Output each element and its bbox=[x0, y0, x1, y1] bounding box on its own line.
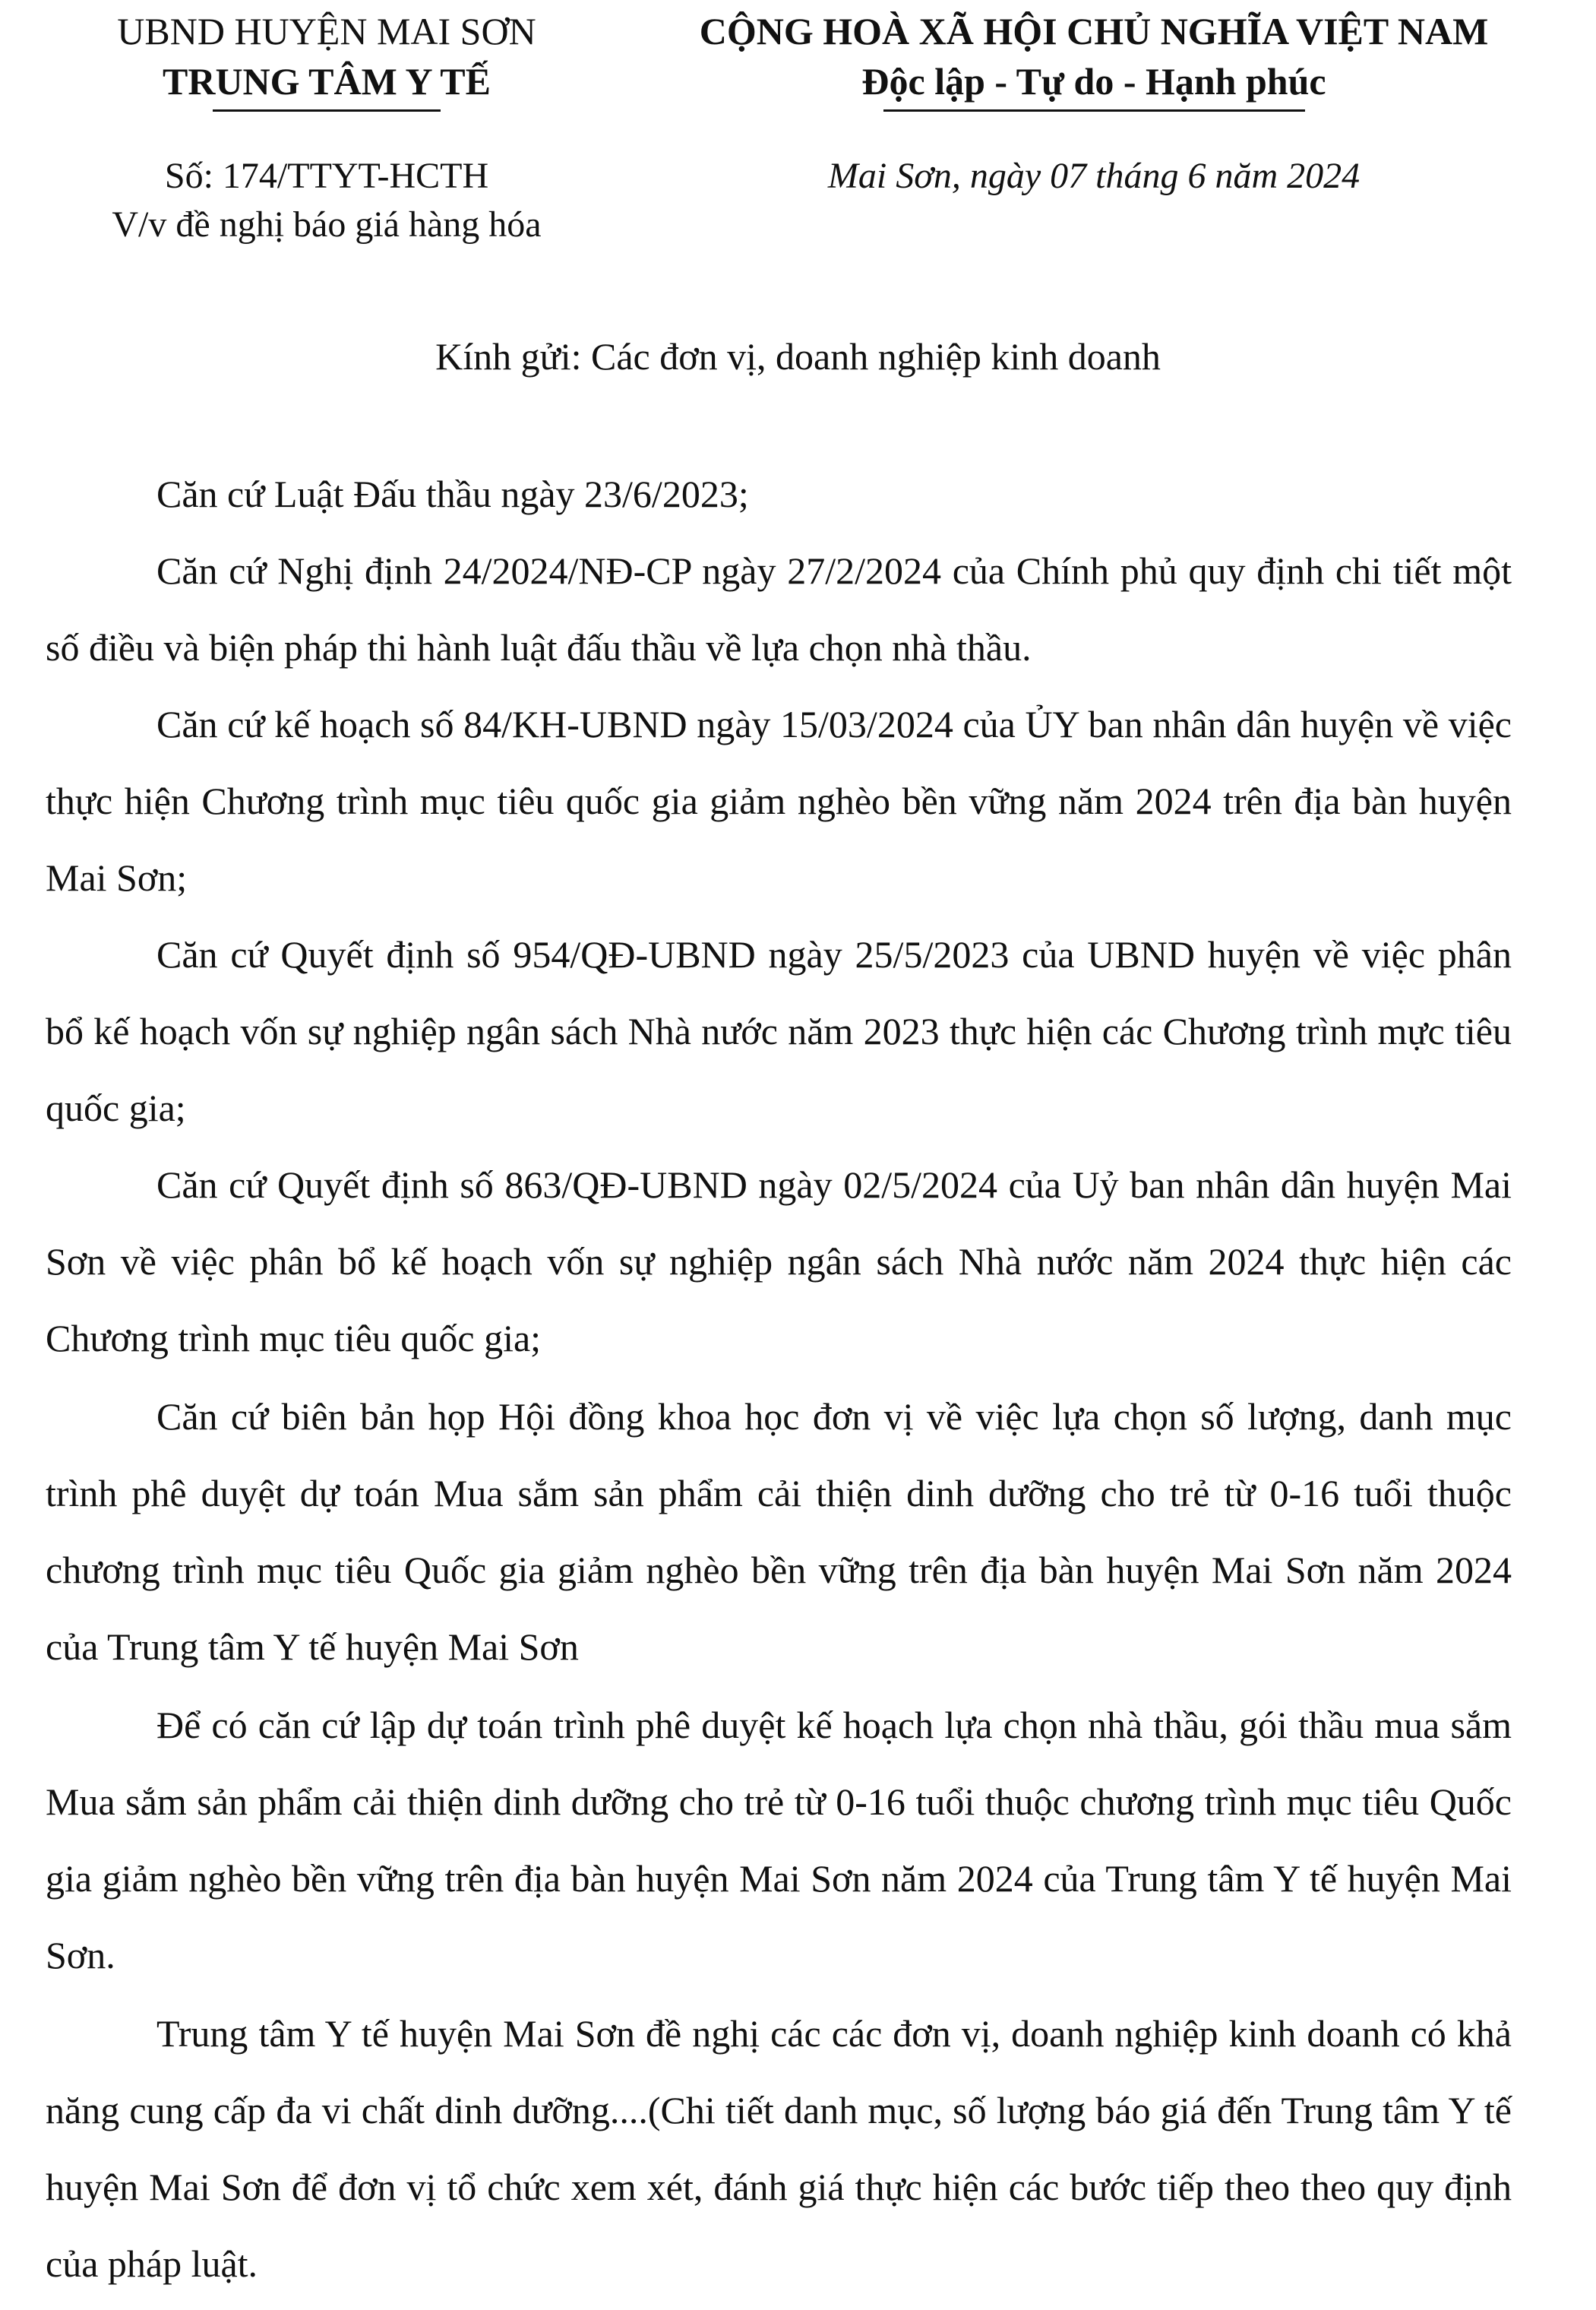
issuer-block bbox=[61, 6, 593, 112]
body-paragraph: Căn cứ Quyết định số 954/QĐ-UBND ngày 25/5/2023 của UBND huyện về việc phân bổ kế hoạch vốn sự nghiệp ngân sách Nhà nước năm 2023 thực hiện các Chương trình mực tiêu quốc gia; bbox=[46, 933, 1512, 1129]
document-body bbox=[46, 456, 1512, 2302]
issuing-unit: TRUNG TÂM Y TẾ bbox=[162, 60, 491, 103]
national-heading-block bbox=[608, 6, 1580, 112]
recipient-line: Kính gửi: Các đơn vị, doanh nghiệp kinh doanh bbox=[435, 335, 1161, 378]
body-paragraph: Căn cứ biên bản họp Hội đồng khoa học đơn vị về việc lựa chọn số lượng, danh mục trình phê duyệt dự toán Mua sắm sản phẩm cải thiện dinh dưỡng cho trẻ từ 0-16 tuổi thuộc chương trình mục tiêu Quốc gia giảm nghèo bền vững trên địa bàn huyện Mai Sơn năm 2024 của Trung tâm Y tế huyện Mai Sơn bbox=[46, 1395, 1512, 1668]
body-paragraph: Căn cứ Luật Đấu thầu ngày 23/6/2023; bbox=[156, 473, 749, 515]
issuing-agency: UBND HUYỆN MAI SƠN bbox=[117, 10, 536, 52]
national-motto: Độc lập - Tự do - Hạnh phúc bbox=[861, 60, 1326, 103]
body-paragraph: Căn cứ Quyết định số 863/QĐ-UBND ngày 02/5/2024 của Uỷ ban nhân dân huyện Mai Sơn về việc phân bổ kế hoạch vốn sự nghiệp ngân sách Nhà nước năm 2024 thực hiện các Chương trình mục tiêu quốc gia; bbox=[46, 1163, 1512, 1359]
body-paragraph: Để có căn cứ lập dự toán trình phê duyệt kế hoạch lựa chọn nhà thầu, gói thầu mua sắm Mua sắm sản phẩm cải thiện dinh dưỡng cho trẻ từ 0-16 tuổi thuộc chương trình mục tiêu Quốc gia giảm nghèo bền vững trên địa bàn huyện Mai Sơn năm 2024 của Trung tâm Y tế huyện Mai Sơn. bbox=[46, 1704, 1512, 1976]
motto-underline bbox=[883, 109, 1305, 112]
body-paragraph: Trung tâm Y tế huyện Mai Sơn đề nghị các các đơn vị, doanh nghiệp kinh doanh có khả năng cung cấp đa vi chất dinh dưỡng....(Chi tiết danh mục, số lượng báo giá đến Trung tâm Y tế huyện Mai Sơn để đơn vị tổ chức xem xét, đánh giá thực hiện các bước tiếp theo theo quy định của pháp luật. bbox=[46, 2012, 1512, 2285]
national-title: CỘNG HOÀ XÃ HỘI CHỦ NGHĨA VIỆT NAM bbox=[699, 10, 1489, 52]
body-paragraph: Căn cứ Nghị định 24/2024/NĐ-CP ngày 27/2/2024 của Chính phủ quy định chi tiết một số điều và biện pháp thi hành luật đấu thầu về lựa chọn nhà thầu. bbox=[46, 549, 1512, 669]
document-subject: V/v đề nghị báo giá hàng hóa bbox=[112, 204, 542, 245]
document-reference bbox=[61, 152, 593, 249]
body-paragraph: Căn cứ kế hoạch số 84/KH-UBND ngày 15/03/2024 của ỦY ban nhân dân huyện về việc thực hiện Chương trình mục tiêu quốc gia giảm nghèo bền vững năm 2024 trên địa bàn huyện Mai Sơn; bbox=[46, 703, 1512, 899]
document-number: Số: 174/TTYT-HCTH bbox=[164, 156, 489, 196]
issue-date: Mai Sơn, ngày 07 tháng 6 năm 2024 bbox=[827, 156, 1361, 196]
issuer-underline bbox=[213, 109, 441, 112]
